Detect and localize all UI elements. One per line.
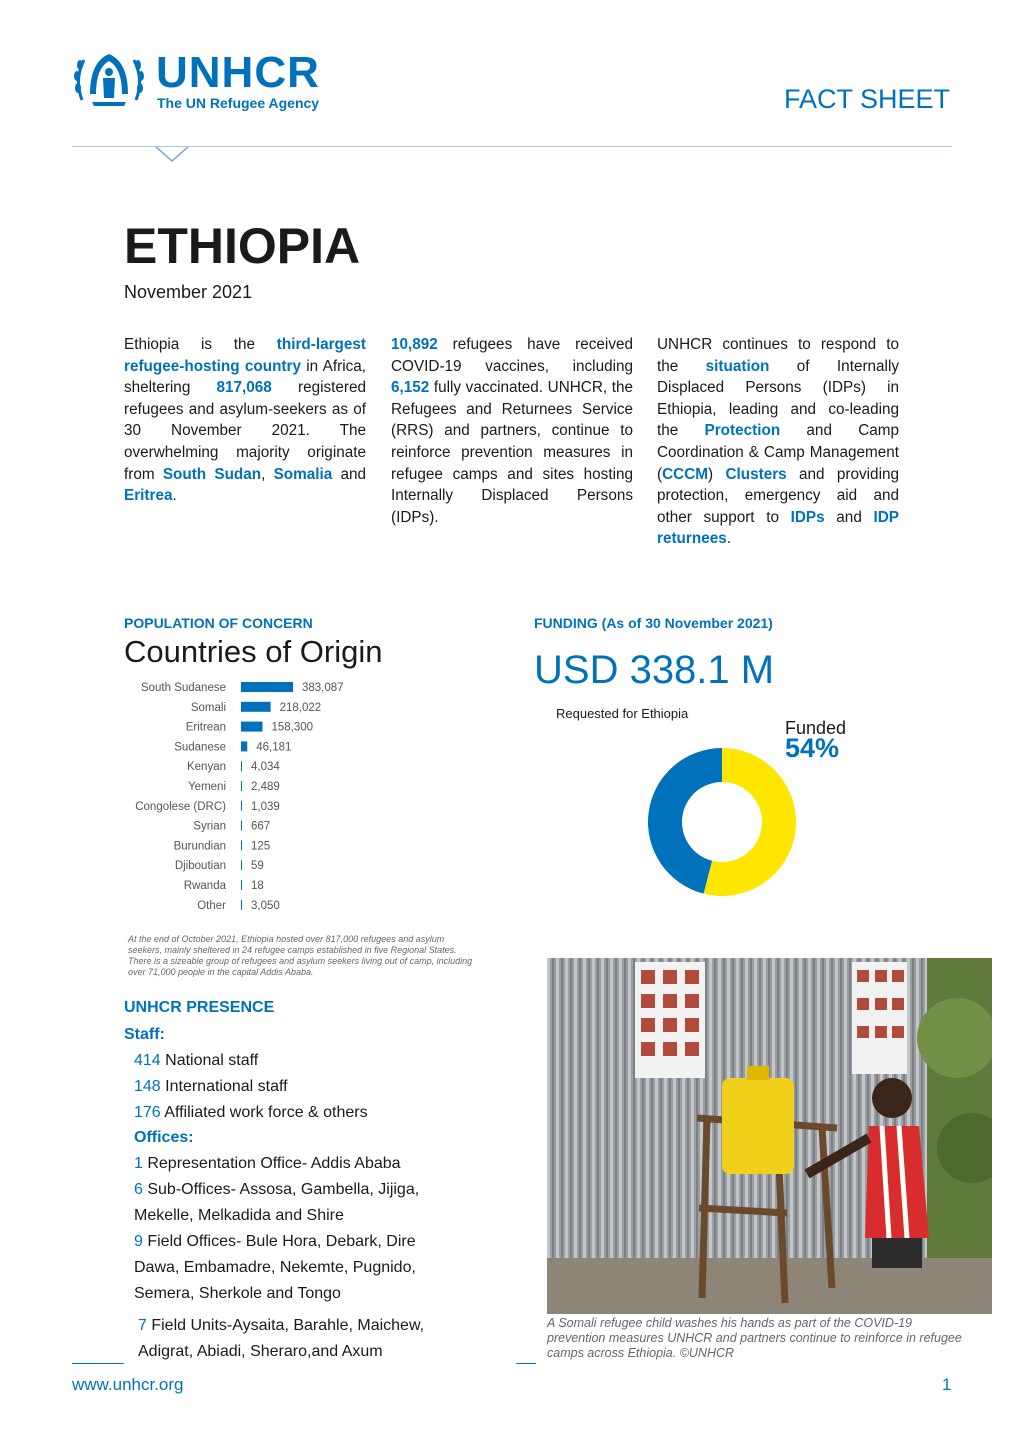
link-817068[interactable]: 817,068 xyxy=(216,379,272,397)
chart-value-label: 18 xyxy=(251,880,264,892)
logo-subtitle: The UN Refugee Agency xyxy=(157,95,320,111)
chart-value-label: 3,050 xyxy=(251,899,280,912)
chart-category-label: Kenyan xyxy=(186,761,226,774)
staff-line: 414 National staff xyxy=(134,1052,259,1069)
chart-bar xyxy=(241,741,247,751)
link-eritrea[interactable]: Eritrea xyxy=(124,487,173,505)
page-title: ETHIOPIA xyxy=(124,218,361,274)
report-date: November 2021 xyxy=(124,282,253,302)
link-protection[interactable]: Protection xyxy=(704,422,781,440)
photo-caption: A Somali refugee child washes his hands as part of the COVID-19 prevention measures UNHCR and partners continue to reinforce in refugee camps across Ethiopia. ©UNHCR xyxy=(547,1316,962,1360)
chart-bar xyxy=(241,900,242,910)
population-chart-title: Countries of Origin xyxy=(124,634,383,669)
chart-category-label: Rwanda xyxy=(183,880,226,892)
link-cccm[interactable]: CCCM xyxy=(662,465,708,483)
staff-line: 176 Affiliated work force & others xyxy=(134,1104,368,1121)
link-somalia[interactable]: Somalia xyxy=(273,465,333,483)
header-divider xyxy=(72,146,952,147)
office-line: 6 Sub-Offices- Assosa, Gambella, Jijiga, xyxy=(134,1181,420,1198)
funded-percentage: 54% xyxy=(785,733,840,763)
link-idp-returnees[interactable]: IDP returnees xyxy=(657,508,899,548)
office-line-cont: Adigrat, Abiadi, Sheraro,and Axum xyxy=(138,1343,383,1360)
offices-heading: Offices: xyxy=(134,1129,194,1146)
link-third-largest[interactable]: third-largest refugee-hosting country xyxy=(124,336,366,375)
chart-value-label: 4,034 xyxy=(251,761,280,774)
intro-column-1: Ethiopia is the third-largest refugee-hosting country in Africa, sheltering 817,068 registered refugees and asylum-seekers as of 30 November 2021. The overwhelming majority originate from South Sudan, Somalia and Eritrea. xyxy=(124,336,367,505)
chart-value-label: 59 xyxy=(251,860,264,873)
link-south-sudan[interactable]: South Sudan xyxy=(162,465,262,483)
chart-category-label: South Sudanese xyxy=(140,682,226,694)
origin-bar-chart xyxy=(120,676,380,916)
office-line-cont: Mekelle, Melkadida and Shire xyxy=(134,1207,344,1224)
presence-title: UNHCR PRESENCE xyxy=(124,999,275,1016)
link-10892[interactable]: 10,892 xyxy=(391,336,438,353)
footer-url-link[interactable]: www.unhcr.org xyxy=(72,1375,184,1394)
chart-bar xyxy=(241,860,242,870)
office-line-cont: Dawa, Embamadre, Nekemte, Pugnido, xyxy=(134,1259,416,1276)
chart-category-label: Burundian xyxy=(173,840,226,853)
chart-bar xyxy=(241,722,262,732)
footer-divider xyxy=(72,1363,124,1364)
chart-category-label: Djiboutian xyxy=(174,860,226,873)
chart-category-label: Congolese (DRC) xyxy=(135,800,226,813)
handwashing-photo xyxy=(547,958,992,1314)
chart-category-label: Syrian xyxy=(193,820,226,833)
chart-category-label: Other xyxy=(197,899,226,912)
intro-column-3: UNHCR continues to respond to the situation of Internally Displaced Persons (IDPs) in Ethiopia, leading and co-leading the Protection and Camp Coordination & Camp Management (CCCM) Clusters and providing protection, emergency aid and other support to IDPs and IDP returnees. xyxy=(657,336,900,548)
chart-value-label: 125 xyxy=(251,840,271,853)
office-line-cont: Semera, Sherkole and Tongo xyxy=(134,1285,341,1302)
page-number: 1 xyxy=(942,1375,952,1394)
intro-column-2: 10,892 refugees have received COVID-19 vaccines, including 6,152 fully vaccinated. UNHCR, the Refugees and Returnees Service (RRS) and partners, continue to reinforce prevention measures in refugee camps and sites hosting Internally Displaced Persons (IDPs). xyxy=(391,336,633,526)
link-clusters[interactable]: Clusters xyxy=(725,465,787,483)
chart-value-label: 158,300 xyxy=(271,721,314,734)
chart-value-label: 46,181 xyxy=(256,741,292,754)
staff-line: 148 International staff xyxy=(134,1078,288,1095)
funding-amount: USD 338.1 M xyxy=(534,648,775,692)
chart-bar xyxy=(241,702,271,712)
chart-bar xyxy=(241,821,242,831)
chevron-down-icon xyxy=(155,146,189,164)
population-label: POPULATION OF CONCERN xyxy=(124,615,313,631)
funding-requested-label: Requested for Ethiopia xyxy=(556,706,689,721)
chart-value-label: 1,039 xyxy=(251,800,280,813)
office-line: 7 Field Units-Aysaita, Barahle, Maichew, xyxy=(138,1317,425,1334)
chart-value-label: 218,022 xyxy=(279,701,322,714)
office-line: 1 Representation Office- Addis Ababa xyxy=(134,1155,401,1172)
chart-value-label: 2,489 xyxy=(251,781,280,793)
chart-bar xyxy=(241,761,242,771)
chart-value-label: 383,087 xyxy=(302,682,344,694)
link-idps[interactable]: IDPs xyxy=(790,508,825,526)
chart-bar xyxy=(241,880,242,890)
funded-label: Funded xyxy=(785,718,847,738)
office-line: 9 Field Offices- Bule Hora, Debark, Dire xyxy=(134,1233,416,1250)
unhcr-logo-icon xyxy=(72,48,146,110)
doc-type-label: FACT SHEET xyxy=(783,84,950,114)
funding-label: FUNDING (As of 30 November 2021) xyxy=(534,615,773,631)
logo-wordmark: UNHCR xyxy=(156,48,320,97)
population-note: At the end of October 2021, Ethiopia hosted over 817,000 refugees and asylum seekers, mainly sheltered in 24 refugee camps established in five Regional States. There is a sizeable group of refugees and asylum seekers living out of camp, including over 71,000 people in the capital Addis Ababa. xyxy=(128,934,473,977)
staff-heading: Staff: xyxy=(124,1026,165,1043)
chart-category-label: Yemeni xyxy=(188,781,226,793)
chart-value-label: 667 xyxy=(251,820,271,833)
chart-bar xyxy=(241,781,242,791)
chart-category-label: Sudanese xyxy=(174,741,226,754)
chart-bar xyxy=(241,801,242,811)
footer-divider xyxy=(516,1363,536,1364)
chart-category-label: Somali xyxy=(190,701,226,714)
chart-category-label: Eritrean xyxy=(185,721,226,734)
funding-donut-chart xyxy=(646,746,798,898)
chart-bar xyxy=(241,840,242,850)
chart-bar xyxy=(241,682,293,692)
link-6152[interactable]: 6,152 xyxy=(391,379,430,397)
link-situation[interactable]: situation xyxy=(705,357,770,375)
